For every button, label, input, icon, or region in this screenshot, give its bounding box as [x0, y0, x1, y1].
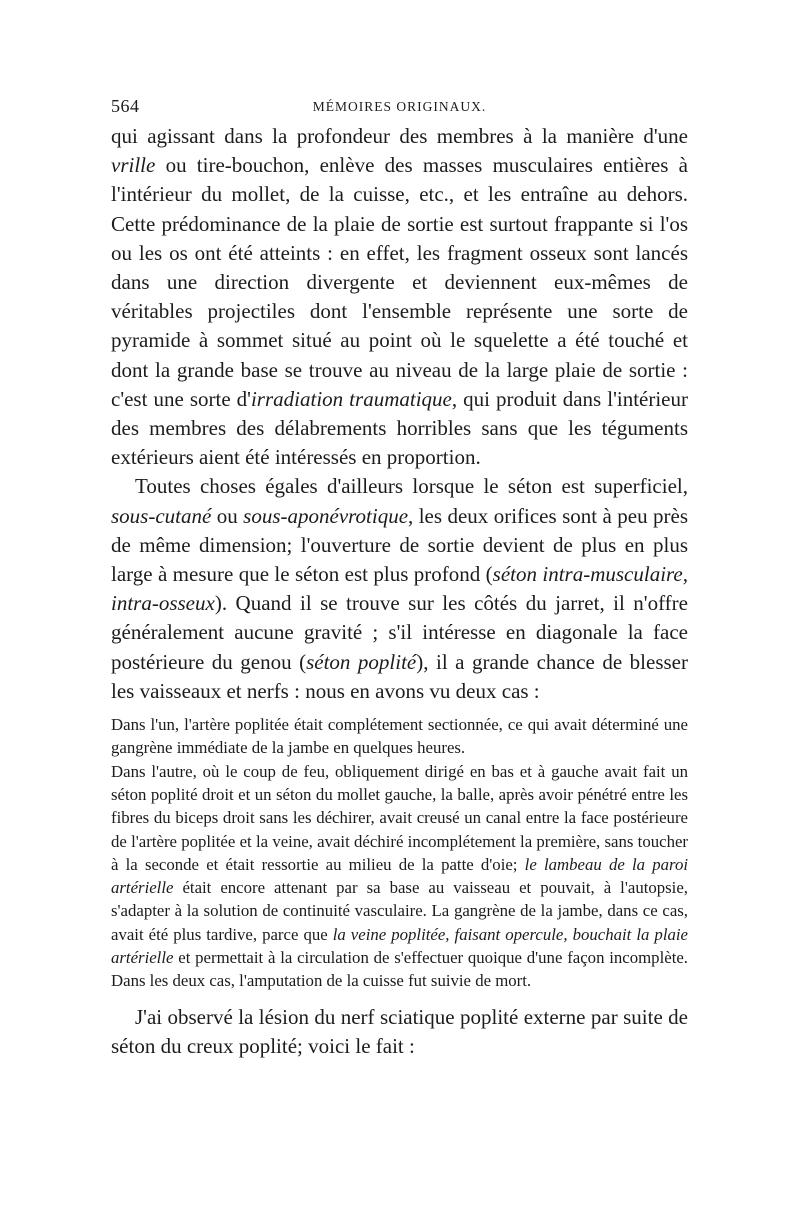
paragraph-2-text-5: ), il a grande chance de blesser les vaisseaux et nerfs : nous en avons vu deux cas :	[111, 649, 688, 703]
paragraph-1-text-3: , qui produit dans l'intérieur des membres des délabrements horribles sans que les téguments extérieurs aient été intéressés en proportion.	[111, 386, 688, 470]
paragraph-1-text-2: ou tire-bouchon, enlève des masses musculaires entières à l'intérieur du mollet, de la cuisse, etc., et les entraîne au dehors. Cette prédominance de la plaie de sortie est surtout frappante si l'os ou les os ont été atteints : en effet, les fragment osseux sont lancés dans une direction divergente et deviennent eux-mêmes de véritables projectiles dont l'ensemble représente une sorte de pyramide à sommet situé au point où le squelette a été touché et dont la grande base se trouve au niveau de la large plaie de sortie : c'est une sorte d'	[111, 153, 688, 411]
paragraph-3-text: J'ai observé la lésion du nerf sciatique poplité externe par suite de séton du creux poplité; voici le fait :	[111, 1004, 688, 1058]
paragraph-2-italic-2: sous-aponévrotique	[243, 503, 409, 528]
case-2	[111, 760, 688, 993]
paragraph-2-italic-1: sous-cutané	[111, 503, 212, 528]
paragraph-2-text-4: ). Quand il se trouve sur les côtés du jarret, il n'offre généralement aucune gravité ; s'il intéresse en diagonale la face postérieure du genou (	[111, 591, 688, 674]
case-2-italic-2: la veine poplitée, faisant opercule, bouchait la plaie artérielle	[111, 924, 688, 968]
paragraph-2-italic-4: séton poplité	[306, 649, 417, 674]
paragraph-2-text-3: , les deux orifices sont à peu près de même dimension; l'ouverture de sortie devient de plus en plus large à mesure que le séton est plus profond (	[111, 503, 688, 587]
paragraph-2-text-2: ou	[211, 503, 244, 528]
page-number: 564	[111, 96, 140, 116]
running-title: MÉMOIRES ORIGINAUX.	[312, 99, 487, 114]
paragraph-1-italic-2: irradiation traumatique	[250, 386, 452, 411]
paragraph-2	[111, 472, 688, 706]
paragraph-2-italic-3: séton intra-musculaire, intra-osseux	[111, 562, 688, 616]
case-2-italic-1: le lambeau de la paroi artérielle	[111, 854, 688, 898]
paragraph-3	[111, 1003, 688, 1061]
paragraph-1	[111, 122, 688, 472]
running-header	[111, 96, 688, 122]
case-2-text-1: Dans l'autre, où le coup de feu, obliquement dirigé en bas et à gauche avait fait un séton poplité droit et un séton du mollet gauche, la balle, après avoir pénétré entre les fibres du biceps droit sans les déchirer, avait creusé un canal entre la face postérieure de l'artère poplitée et la veine, avait déchiré incomplétement la première, sans toucher à la seconde et était ressortie au milieu de la patte d'oie;	[111, 761, 688, 874]
paragraph-2-text-1: Toutes choses égales d'ailleurs lorsque le séton est superficiel,	[135, 474, 688, 499]
case-1-text: Dans l'un, l'artère poplitée était complétement sectionnée, ce qui avait déterminé une gangrène immédiate de la jambe en quelques heures.	[111, 715, 688, 758]
case-2-text-2: était encore attenant par sa base au vaisseau et pouvait, à l'autopsie, s'adapter à la solution de continuité vasculaire. La gangrène de la jambe, dans ce cas, avait été plus tardive, parce que	[111, 878, 688, 944]
paragraph-1-italic-1: vrille	[111, 153, 156, 178]
paragraph-1-text-1: qui agissant dans la profondeur des membres à la manière d'une	[111, 124, 688, 148]
case-2-text-3: et permettait à la circulation de s'effectuer quoique d'une façon incomplète. Dans les deux cas, l'amputation de la cuisse fut suivie de mort.	[111, 948, 688, 991]
book-page	[111, 96, 688, 1061]
case-reports	[111, 713, 688, 993]
case-1	[111, 713, 688, 760]
